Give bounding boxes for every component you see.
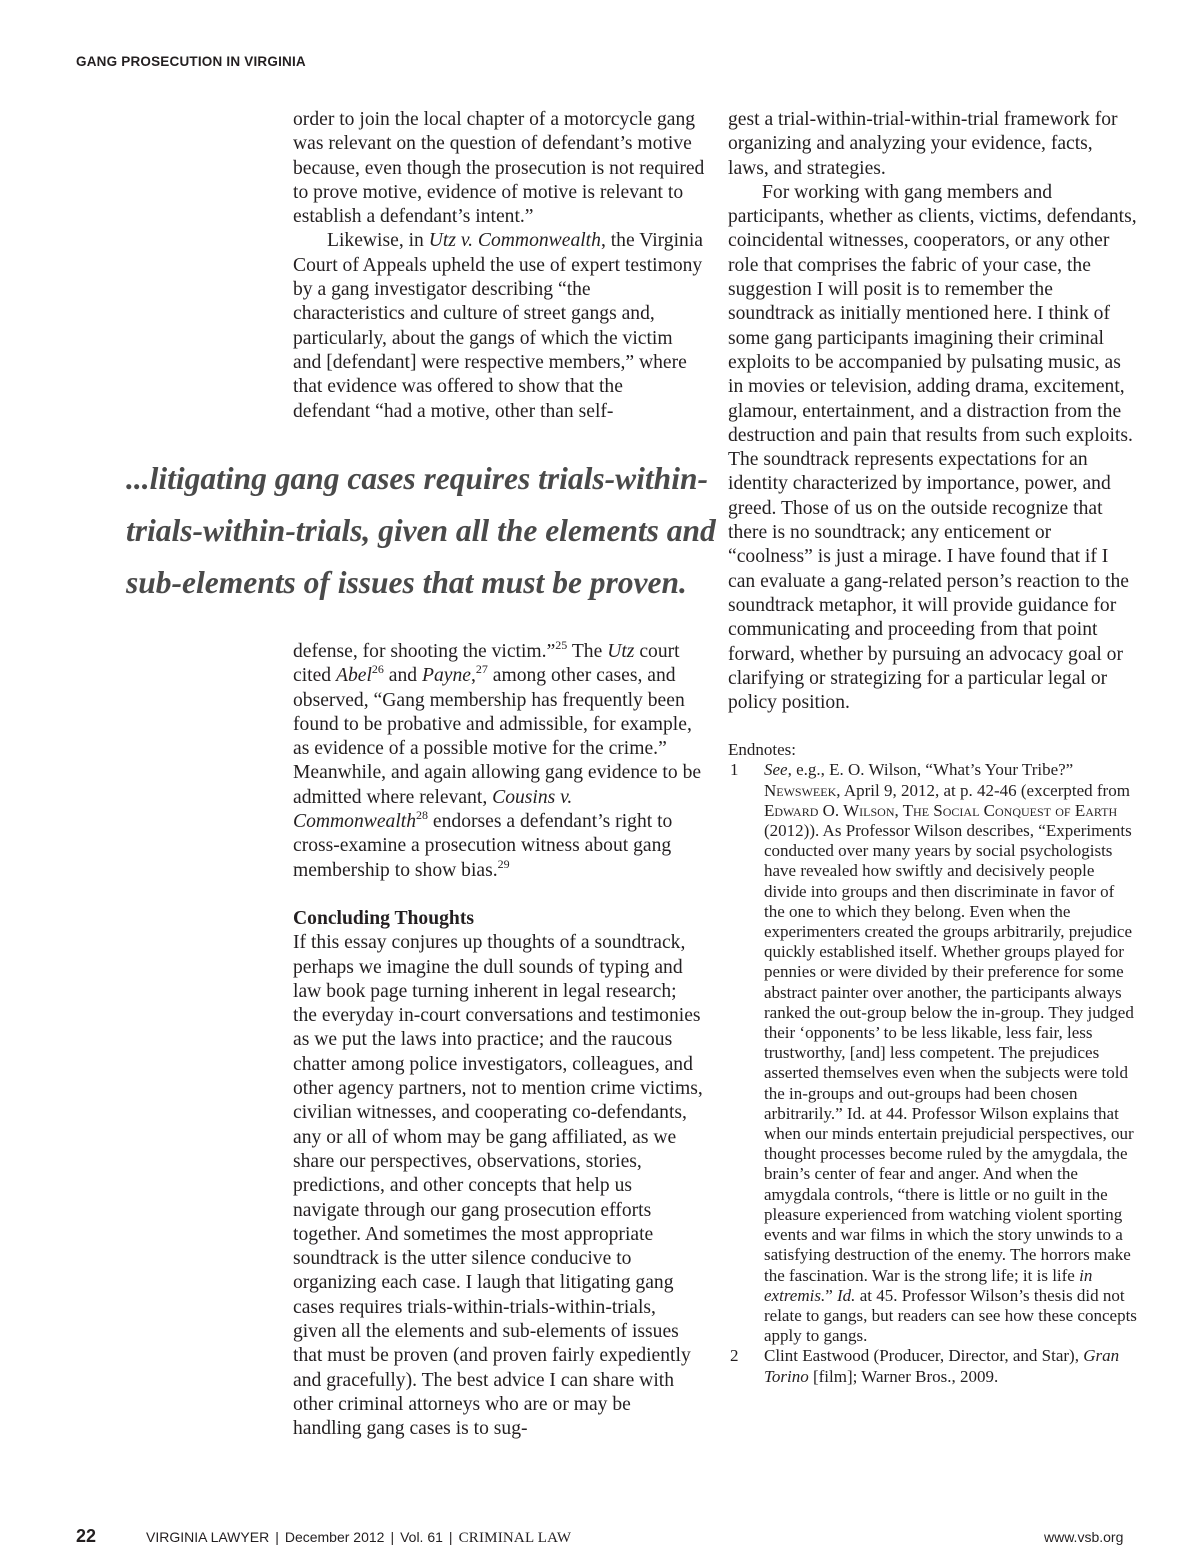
- case-name: Payne: [421, 665, 471, 687]
- pull-quote-line: sub-elements of issues that must be proven.: [126, 565, 687, 600]
- endnote: 2 Clint Eastwood (Producer, Director, and Star), Gran Torino [film]; Warner Bros., 2009.: [730, 1346, 1120, 1386]
- left-column-bottom: [293, 640, 703, 1442]
- pull-quote-line: trials-within-trials, given all the elements and: [126, 513, 716, 548]
- magazine-name: VIRGINIA LAWYER: [146, 1529, 270, 1545]
- paragraph: order to join the local chapter of a motorcycle gang was relevant on the question of defendant’s motive because, even though the prosecution is not required to prove motive, evidence of motive is relevant to establish a defendant’s intent.”: [293, 109, 705, 228]
- footer-url-link[interactable]: www.vsb.org: [1044, 1529, 1124, 1545]
- paragraph: gest a trial-within-trial-within-trial framework for organizing and analyzing your evidence, facts, laws, and strategies.: [728, 109, 1118, 179]
- endnotes-title: Endnotes:: [728, 740, 796, 760]
- case-name: Utz v. Commonwealth: [428, 230, 601, 252]
- footnote-ref[interactable]: 28: [416, 808, 429, 823]
- right-column: [728, 108, 1138, 1387]
- section-heading: Concluding Thoughts: [293, 907, 474, 929]
- endnote-number: 2: [730, 1346, 739, 1366]
- paragraph: If this essay conjures up thoughts of a soundtrack, perhaps we imagine the dull sounds of typing and law book page turning inherent in legal research; the everyday in-court conversations and testimonies as we put the laws into practice; and the raucous chatter among police investigators, colleagues, and other agency partners, not to mention crime victims, civilian witnesses, and cooperating co-defendants, any or all of whom may be gang affiliated, as we share our perspectives, observations, stories, predictions, and other concepts that help us navigate through our gang prosecution efforts together. And sometimes the most appropriate soundtrack is the utter silence conducive to organizing each case. I laugh that litigating gang cases requires trials-within-trials-within-trials, given all the elements and sub-elements of issues that must be proven (and proven fairly expediently and gracefully). The best advice I can share with other criminal attorneys who are or may be handling gang cases is to sug-: [293, 932, 703, 1440]
- pull-quote: [126, 453, 726, 609]
- footnote-ref[interactable]: 25: [555, 638, 568, 652]
- running-head: GANG PROSECUTION IN VIRGINIA: [76, 54, 306, 69]
- footnote-ref[interactable]: 27: [475, 662, 488, 677]
- volume: Vol. 61: [400, 1529, 443, 1545]
- issue-date: December 2012: [284, 1529, 385, 1545]
- footnote-ref[interactable]: 29: [497, 856, 510, 871]
- paragraph: defense, for shooting the victim.”$^{25}$ The Utz court cited Abel$^{26}$ and Payne,$^{27}$ among other cases, and observed, “Gang membership has frequently been found to be probative and admissible, for example, as evidence of a possible motive for the crime.” Meanwhile, and again allowing gang evidence to be admitted where relevant, Cousins v. Commonwealth$^{28}$ endorses a defendant’s right to cross-examine a prosecution witness about gang membership to show bias.$^{29}$: [293, 638, 702, 881]
- paragraph: For working with gang members and participants, whether as clients, victims, defendants, coincidental witnesses, cooperators, or any other role that comprises the fabric of your case, the suggestion I will posit is to remember the soundtrack as initially mentioned here. I think of some gang participants imagining their criminal exploits to be accompanied by pulsating music, as in movies or television, adding drama, excitement, glamour, entertainment, and a distraction from the destruction and pain that results from such exploits. The soundtrack represents expectations for an identity characterized by importance, power, and greed. Those of us on the outside recognize that there is no soundtrack; any enticement or “coolness” is just a mirage. I have found that if I can evaluate a gang-related person’s reaction to the soundtrack metaphor, it will provide guidance for communicating and proceeding from that point forward, whether by pursuing an advocacy goal or clarifying or strategizing for a particular legal or policy position.: [728, 181, 1137, 714]
- footer-publication-info: VIRGINIA LAWYER | December 2012 | Vol. 61 | CRIMINAL LAW: [146, 1529, 572, 1546]
- section-name: CRIMINAL LAW: [458, 1530, 572, 1546]
- endnote-number: 1: [730, 760, 739, 780]
- endnote: 1 See, e.g., E. O. Wilson, “What’s Your Tribe?” Newsweek, April 9, 2012, at p. 42-46 (excerpted from Edward O. Wilson, The Social Conquest of Earth (2012)). As Professor Wilson describes, “Experiments conducted over many years by social psychologists have revealed how swiftly and decisively people divide into groups and then discriminate in favor of the one to which they belong. Even when the experimenters created the groups arbitrarily, prejudice quickly established itself. Whether groups played for pennies or were divided by their preference for some abstract painter over another, the participants always ranked the out-group below the in-group. They judged their ‘opponents’ to be less likable, less fair, less trustworthy, [and] less competent. The prejudices asserted themselves even when the subjects were told the in-groups and out-groups had been chosen arbitrarily.” Id. at 44. Professor Wilson explains that when our minds entertain prejudicial perspectives, our thought processes become ruled by the amygdala, the brain’s center of fear and anger. And when the amygdala controls, “there is little or no guilt in the pleasure experienced from watching violent sporting events and war films in which the story unwinds to a satisfying destruction of the enemy. The horrors make the fascination. War is the strong life; it is life in extremis.” Id. at 45. Professor Wilson’s thesis did not relate to gangs, but readers can see how these concepts apply to gangs.: [730, 760, 1137, 1346]
- case-name: Utz: [607, 641, 635, 662]
- footnote-ref[interactable]: 26: [371, 662, 384, 677]
- left-column-top: [293, 108, 705, 424]
- page-number: 22: [76, 1526, 97, 1546]
- paragraph: Likewise, in Utz v. Commonwealth, the Virginia Court of Appeals upheld the use of expert testimony by a gang investigator describing “the characteristics and culture of street gangs and, particularly, about the gangs of which the victim and [defendant] were respective members,” where that evidence was offered to show that the defendant “had a motive, other than self-: [293, 230, 703, 422]
- pull-quote-line: ...litigating gang cases requires trials-within-: [126, 461, 708, 496]
- case-name: Abel: [335, 665, 372, 687]
- case-name: Cousins v. Commonwealth: [293, 786, 573, 833]
